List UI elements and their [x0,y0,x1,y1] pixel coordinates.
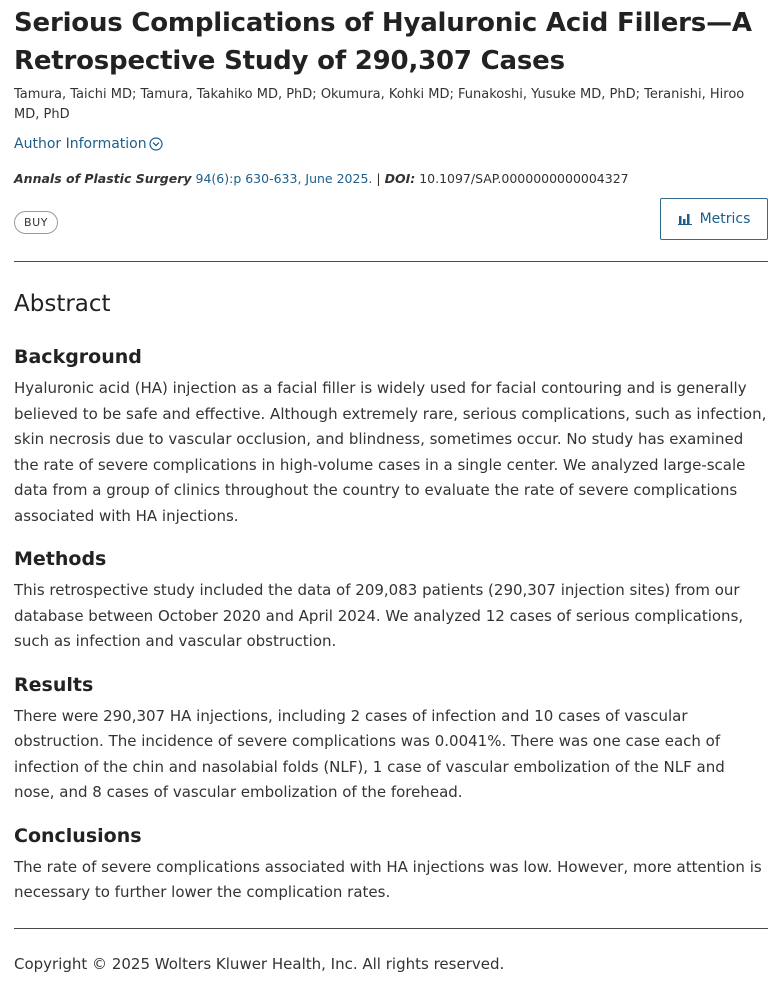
doi-label: DOI: [384,171,416,186]
metrics-button[interactable] [660,198,768,240]
methods-heading: Methods [14,548,107,570]
author-list: Tamura, Taichi MD; Tamura, Takahiko MD, PhD; Okumura, Kohki MD; Funakoshi, Yusuke MD, PhD; Teranishi, Hiroo MD, PhD [14,87,745,122]
methods-text: This retrospective study included the data of 209,083 patients (290,307 injection sites) from our database between October 2020 and April 2024. We analyzed 12 cases of serious complications, such as infection and vascular obstruction. [14,581,744,650]
chevron-down-circle-icon [149,137,163,151]
doi-value: 10.1097/SAP.0000000000004327 [415,171,629,186]
citation-line [14,170,768,188]
background-text: Hyaluronic acid (HA) injection as a facial filler is widely used for facial contouring and is generally believed to be safe and effective. Although extremely rare, serious complications, such as infection, skin necrosis due to vascular occlusion, and blindness, sometimes occur. No study has examined the rate of severe complications in high-volume cases in a single center. We analyzed large-scale data from a group of clinics throughout the country to evaluate the rate of severe complications associated with HA injections. [14,379,767,525]
copyright-notice: Copyright © 2025 Wolters Kluwer Health, Inc. All rights reserved. [14,954,505,973]
volume-issue-link[interactable]: 94(6):p 630-633, June 2025. [195,171,373,186]
author-information-label: Author Information [14,136,147,152]
conclusions-text: The rate of severe complications associated with HA injections was low. However, more attention is necessary to further lower the complication rates. [14,857,762,901]
abstract-heading: Abstract [14,291,111,317]
results-text: There were 290,307 HA injections, including 2 cases of infection and 10 cases of vascular obstruction. The incidence of severe complications was 0.0041%. There was one case each of infection of the chin and nasolabial folds (NLF), 1 case of vascular embolization of the NLF and nose, and 8 cases of vascular embolization of the forehead. [14,706,725,801]
citation-separator: | [372,171,385,186]
article-page [14,0,768,973]
footer-divider [14,928,768,929]
article-actions [14,196,768,252]
article-title: Serious Complications of Hyaluronic Acid Fillers—A Retrospective Study of 290,307 Cases [14,8,752,76]
conclusions-heading: Conclusions [14,824,142,847]
author-information-toggle[interactable] [14,136,163,152]
header-divider [14,261,768,262]
metrics-label: Metrics [699,211,751,227]
results-heading: Results [14,673,94,696]
background-heading: Background [14,346,142,368]
buy-button[interactable]: BUY [14,211,58,234]
journal-name: Annals of Plastic Surgery [14,171,192,186]
bar-chart-icon [678,213,692,225]
